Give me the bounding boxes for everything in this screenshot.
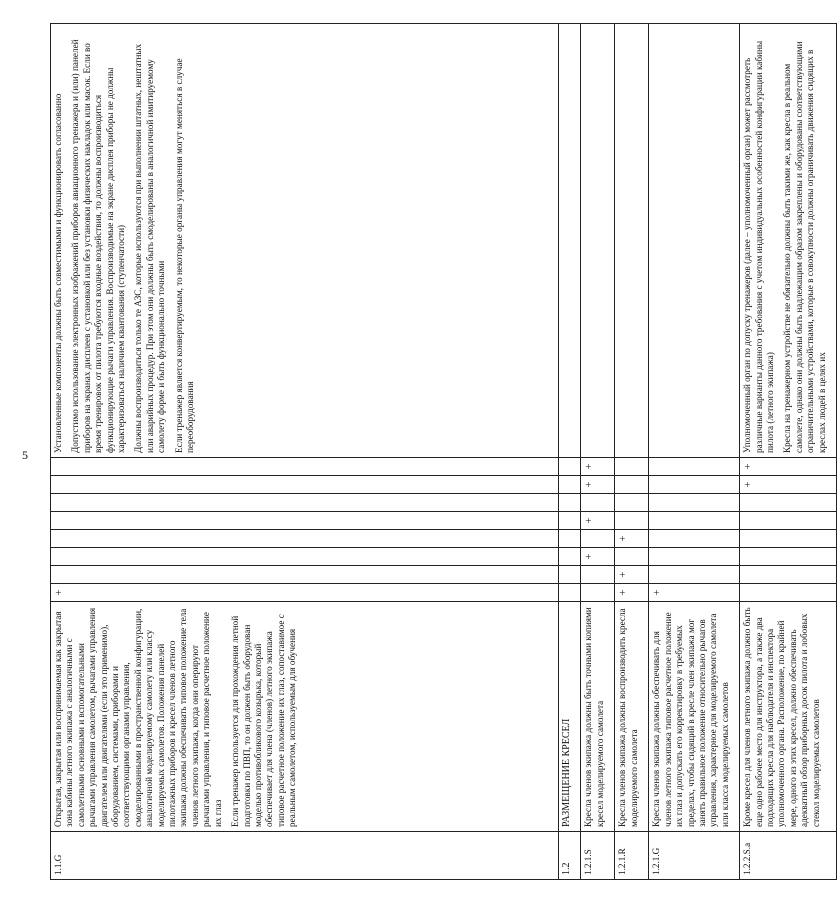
requirement-cell xyxy=(51,602,559,832)
notes-cell xyxy=(51,24,559,458)
applicability-mark xyxy=(559,476,581,494)
notes-cell xyxy=(649,24,740,458)
applicability-mark xyxy=(649,512,740,530)
applicability-mark xyxy=(649,458,740,476)
requirement-cell xyxy=(740,602,837,832)
table-row xyxy=(559,24,581,880)
row-id: 1.2 xyxy=(559,832,581,880)
applicability-mark xyxy=(581,494,615,512)
applicability-mark xyxy=(615,548,649,566)
requirement-text: Кресла членов экипажа должны быть точными копиями кресел моделируемого самолета xyxy=(583,607,605,827)
row-id: 1.2.1.R xyxy=(615,832,649,880)
requirement-text: Кресла членов экипажа должны обеспечивать для членов летного экипажа типовое расчетное положение их глаз и допускать его корректировку в требуемых пределах, чтобы сидящий в кресле член экипажа мог занять правильное положение относительно рычагов управления, характерное для моделируемого самолета или класса моделируемых самолетов xyxy=(651,612,730,827)
applicability-mark xyxy=(559,584,581,602)
applicability-mark xyxy=(581,566,615,584)
applicability-mark xyxy=(51,458,559,476)
row-id: 1.1.G xyxy=(51,832,559,880)
applicability-mark xyxy=(740,512,837,530)
requirements-table xyxy=(50,23,837,880)
applicability-mark xyxy=(559,512,581,530)
table-row xyxy=(51,24,559,880)
applicability-mark xyxy=(649,548,740,566)
notes-cell xyxy=(559,24,581,458)
note-text: Кресла на тренажерном устройстве не обязательно должны быть такими же, как кресла в реальном самолете, однако они должны быть надлежащим образом закреплены и оборудованы соответствующими ограничительными устройствами, которые в совокупности должны ограничивать движения сидящих в креслах людей в целях их xyxy=(782,41,827,453)
requirement-text: Кресла членов экипажа должны воспроизводить кресла моделируемого самолета xyxy=(617,608,639,827)
requirement-text: Открытая, закрытая или воспринимаемая как закрытая зона кабины летного экипажа с аналогичными с самолетными основными и вспомогательными рычагами управления самолетом, рычагами управления двигателем или двигателями (если это применимо), оборудованием, системами, приборами и соответствующими органами управления, смоделированными в пространственной конфигурации, аналогичной моделируемому самолету или классу моделируемых самолетов. Положения панелей пилотажных приборов и кресел членов летного экипажа должны обеспечивать типовое положение тела членов летного экипажа, когда они оперируют рычагами управления, и типовое расчетное положение их глаз xyxy=(53,607,223,827)
applicability-mark xyxy=(649,566,740,584)
page-number: 5 xyxy=(22,448,28,462)
table-row xyxy=(740,24,837,880)
applicability-mark xyxy=(559,494,581,512)
note-text: Уполномоченный орган по допуску тренажеров (далее – уполномоченный орган) может рассмотреть различные варианты данного требования с учетом индивидуальных особенностей конфигурации кабины пилота (летного экипажа) xyxy=(742,40,776,453)
notes-cell xyxy=(615,24,649,458)
applicability-mark xyxy=(51,512,559,530)
applicability-mark xyxy=(740,584,837,602)
applicability-mark xyxy=(740,566,837,584)
row-id: 1.2.2.S.a xyxy=(740,832,837,880)
applicability-mark: + xyxy=(615,566,649,584)
applicability-mark: + xyxy=(615,584,649,602)
applicability-mark: + xyxy=(740,458,837,476)
applicability-mark: + xyxy=(581,458,615,476)
applicability-mark xyxy=(559,530,581,548)
applicability-mark xyxy=(740,548,837,566)
row-id: 1.2.1.S xyxy=(581,832,615,880)
applicability-mark xyxy=(51,476,559,494)
applicability-mark xyxy=(615,512,649,530)
applicability-mark: + xyxy=(581,476,615,494)
applicability-mark xyxy=(649,494,740,512)
applicability-mark xyxy=(649,530,740,548)
applicability-mark: + xyxy=(615,530,649,548)
table-row xyxy=(615,24,649,880)
note-text: Если тренажер является конвертируемым, то некоторые органы управления могут меняться в случае переоборудования xyxy=(173,58,196,453)
applicability-mark: + xyxy=(740,476,837,494)
applicability-mark xyxy=(51,548,559,566)
requirement-cell xyxy=(615,602,649,832)
applicability-mark xyxy=(559,458,581,476)
applicability-mark xyxy=(615,476,649,494)
requirement-text: Если тренажер используется для прохождения летной подготовки по ПВП, то он должен быть оборудован моделью противобликового козырька, который обеспечивает для члена (членов) летного экипажа типовое расчетное положение их глаз, сопоставимое с реальным самолетом, используемым для обучения xyxy=(230,614,298,827)
rotated-page xyxy=(50,24,827,880)
applicability-mark xyxy=(649,476,740,494)
requirement-cell xyxy=(559,602,581,832)
applicability-mark xyxy=(559,548,581,566)
table-row xyxy=(581,24,615,880)
notes-cell xyxy=(740,24,837,458)
applicability-mark xyxy=(581,584,615,602)
row-id: 1.2.1.G xyxy=(649,832,740,880)
note-text: Установленные компоненты должны быть совместимыми и функционировать согласованно xyxy=(53,93,63,453)
applicability-mark xyxy=(559,566,581,584)
applicability-mark xyxy=(51,530,559,548)
requirement-text: Кроме кресел для членов летного экипажа должно быть еще одно рабочее место для инструктора, а также два подходящих кресла для наблюдателя и инспектора уполномоченного органа. Расположение, по крайней мере, одного из этих кресел, должно обеспечивать адекватный обзор приборных досок пилота и лобовых стекол моделируемых самолетов xyxy=(742,607,821,827)
applicability-mark: + xyxy=(649,584,740,602)
applicability-mark xyxy=(615,458,649,476)
applicability-mark xyxy=(581,530,615,548)
requirement-cell xyxy=(649,602,740,832)
applicability-mark xyxy=(615,494,649,512)
notes-cell xyxy=(581,24,615,458)
applicability-mark xyxy=(51,494,559,512)
note-text: Должны воспроизводиться только те АЗС, которые используются при выполнении штатных, нештатных или аварийных процедур. При этом они должны быть смоделированы в аналогичной имитируемому самолету форме и быть функционально точными xyxy=(133,43,167,453)
applicability-mark: + xyxy=(581,512,615,530)
requirement-cell xyxy=(581,602,615,832)
requirement-text: РАЗМЕЩЕНИЕ КРЕСЕЛ xyxy=(561,718,572,827)
applicability-mark: + xyxy=(581,548,615,566)
applicability-mark: + xyxy=(51,584,559,602)
note-text: Допустимо использование электронных изображений приборов авиационного тренажера и (или) панелей приборов на экранах дисплеев с установкой или без установки физических накладок или масок. Если во время тренировок от пилота требуются входные воздействия, то должны воспроизводиться функционирующие рычаги управления. Воспроизводимые на экране дисплея приборы не должны характеризоваться наличием квантования (ступенчатости) xyxy=(70,39,127,453)
applicability-mark xyxy=(740,494,837,512)
applicability-mark xyxy=(740,530,837,548)
table-row xyxy=(649,24,740,880)
applicability-mark xyxy=(51,566,559,584)
